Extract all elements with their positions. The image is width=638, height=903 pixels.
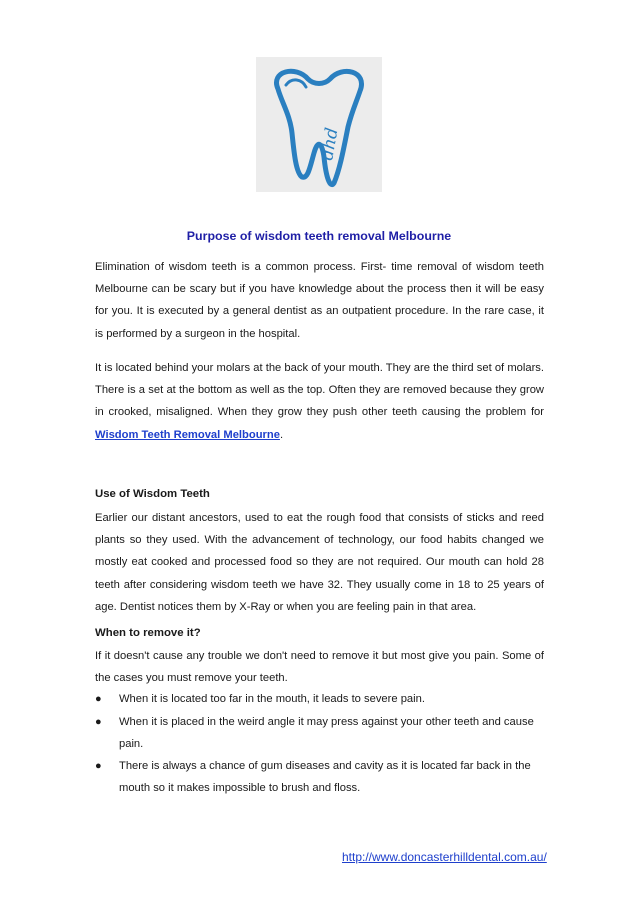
paragraph-use: Earlier our distant ancestors, used to eat the rough food that consists of sticks and reed plants so they used. With the advancement of technology, our food habits changed we mostly eat cooked and processed food so they are not required. Our mouth can hold 28 teeth after considering wisdom teeth we have 32. They usually come in 18 to 25 years of age. Dentist notices them by X-Ray or when you are feeling pain in that area. xyxy=(95,512,544,613)
paragraph-intro: Elimination of wisdom teeth is a common process. First- time removal of wisdom teeth Melbourne can be scary but if you have knowledge about the process then it will be easy for you. It is executed by a general dentist as an outpatient procedure. In the rare case, it is performed by a surgeon in the hospital. xyxy=(95,261,544,340)
logo-text: dhd xyxy=(317,126,343,162)
bullet-icon: ● xyxy=(95,716,102,728)
list-item xyxy=(95,755,535,799)
list-item xyxy=(95,711,535,755)
heading-use-of-wisdom-teeth: Use of Wisdom Teeth xyxy=(95,488,210,500)
bullet-icon: ● xyxy=(95,693,102,705)
list-item-text: There is always a chance of gum diseases and cavity as it is located far back in the xyxy=(119,760,531,772)
heading-when-to-remove: When to remove it? xyxy=(95,627,201,639)
page-title: Purpose of wisdom teeth removal Melbourne xyxy=(186,229,452,243)
list-item xyxy=(95,688,535,710)
paragraph-when: If it doesn't cause any trouble we don't need to remove it but most give you pain. Some of the cases you must remove your teeth. xyxy=(95,650,544,685)
wisdom-teeth-removal-link[interactable]: Wisdom Teeth Removal Melbourne xyxy=(95,428,280,441)
list-item-text-continued: pain. xyxy=(119,738,144,751)
footer-website-link[interactable]: http://www.doncasterhilldental.com.au/ xyxy=(342,850,547,864)
list-item-text: When it is placed in the weird angle it may press against your other teeth and cause xyxy=(119,716,534,728)
list-item-text: When it is located too far in the mouth, it leads to severe pain. xyxy=(119,693,425,705)
paragraph-location xyxy=(95,357,544,446)
bullet-icon: ● xyxy=(95,760,102,772)
tooth-logo xyxy=(256,57,382,192)
list-item-text-continued: mouth so it makes impossible to brush and floss. xyxy=(119,782,361,795)
paragraph-location-text: It is located behind your molars at the back of your mouth. They are the third set of molars. There is a set at the bottom as well as the top. Often they are removed because they grow in crooked, misaligned. When they grow they push other teeth causing the problem for xyxy=(95,362,544,419)
tooth-icon xyxy=(256,57,382,192)
paragraph-location-tail: . xyxy=(279,428,284,441)
